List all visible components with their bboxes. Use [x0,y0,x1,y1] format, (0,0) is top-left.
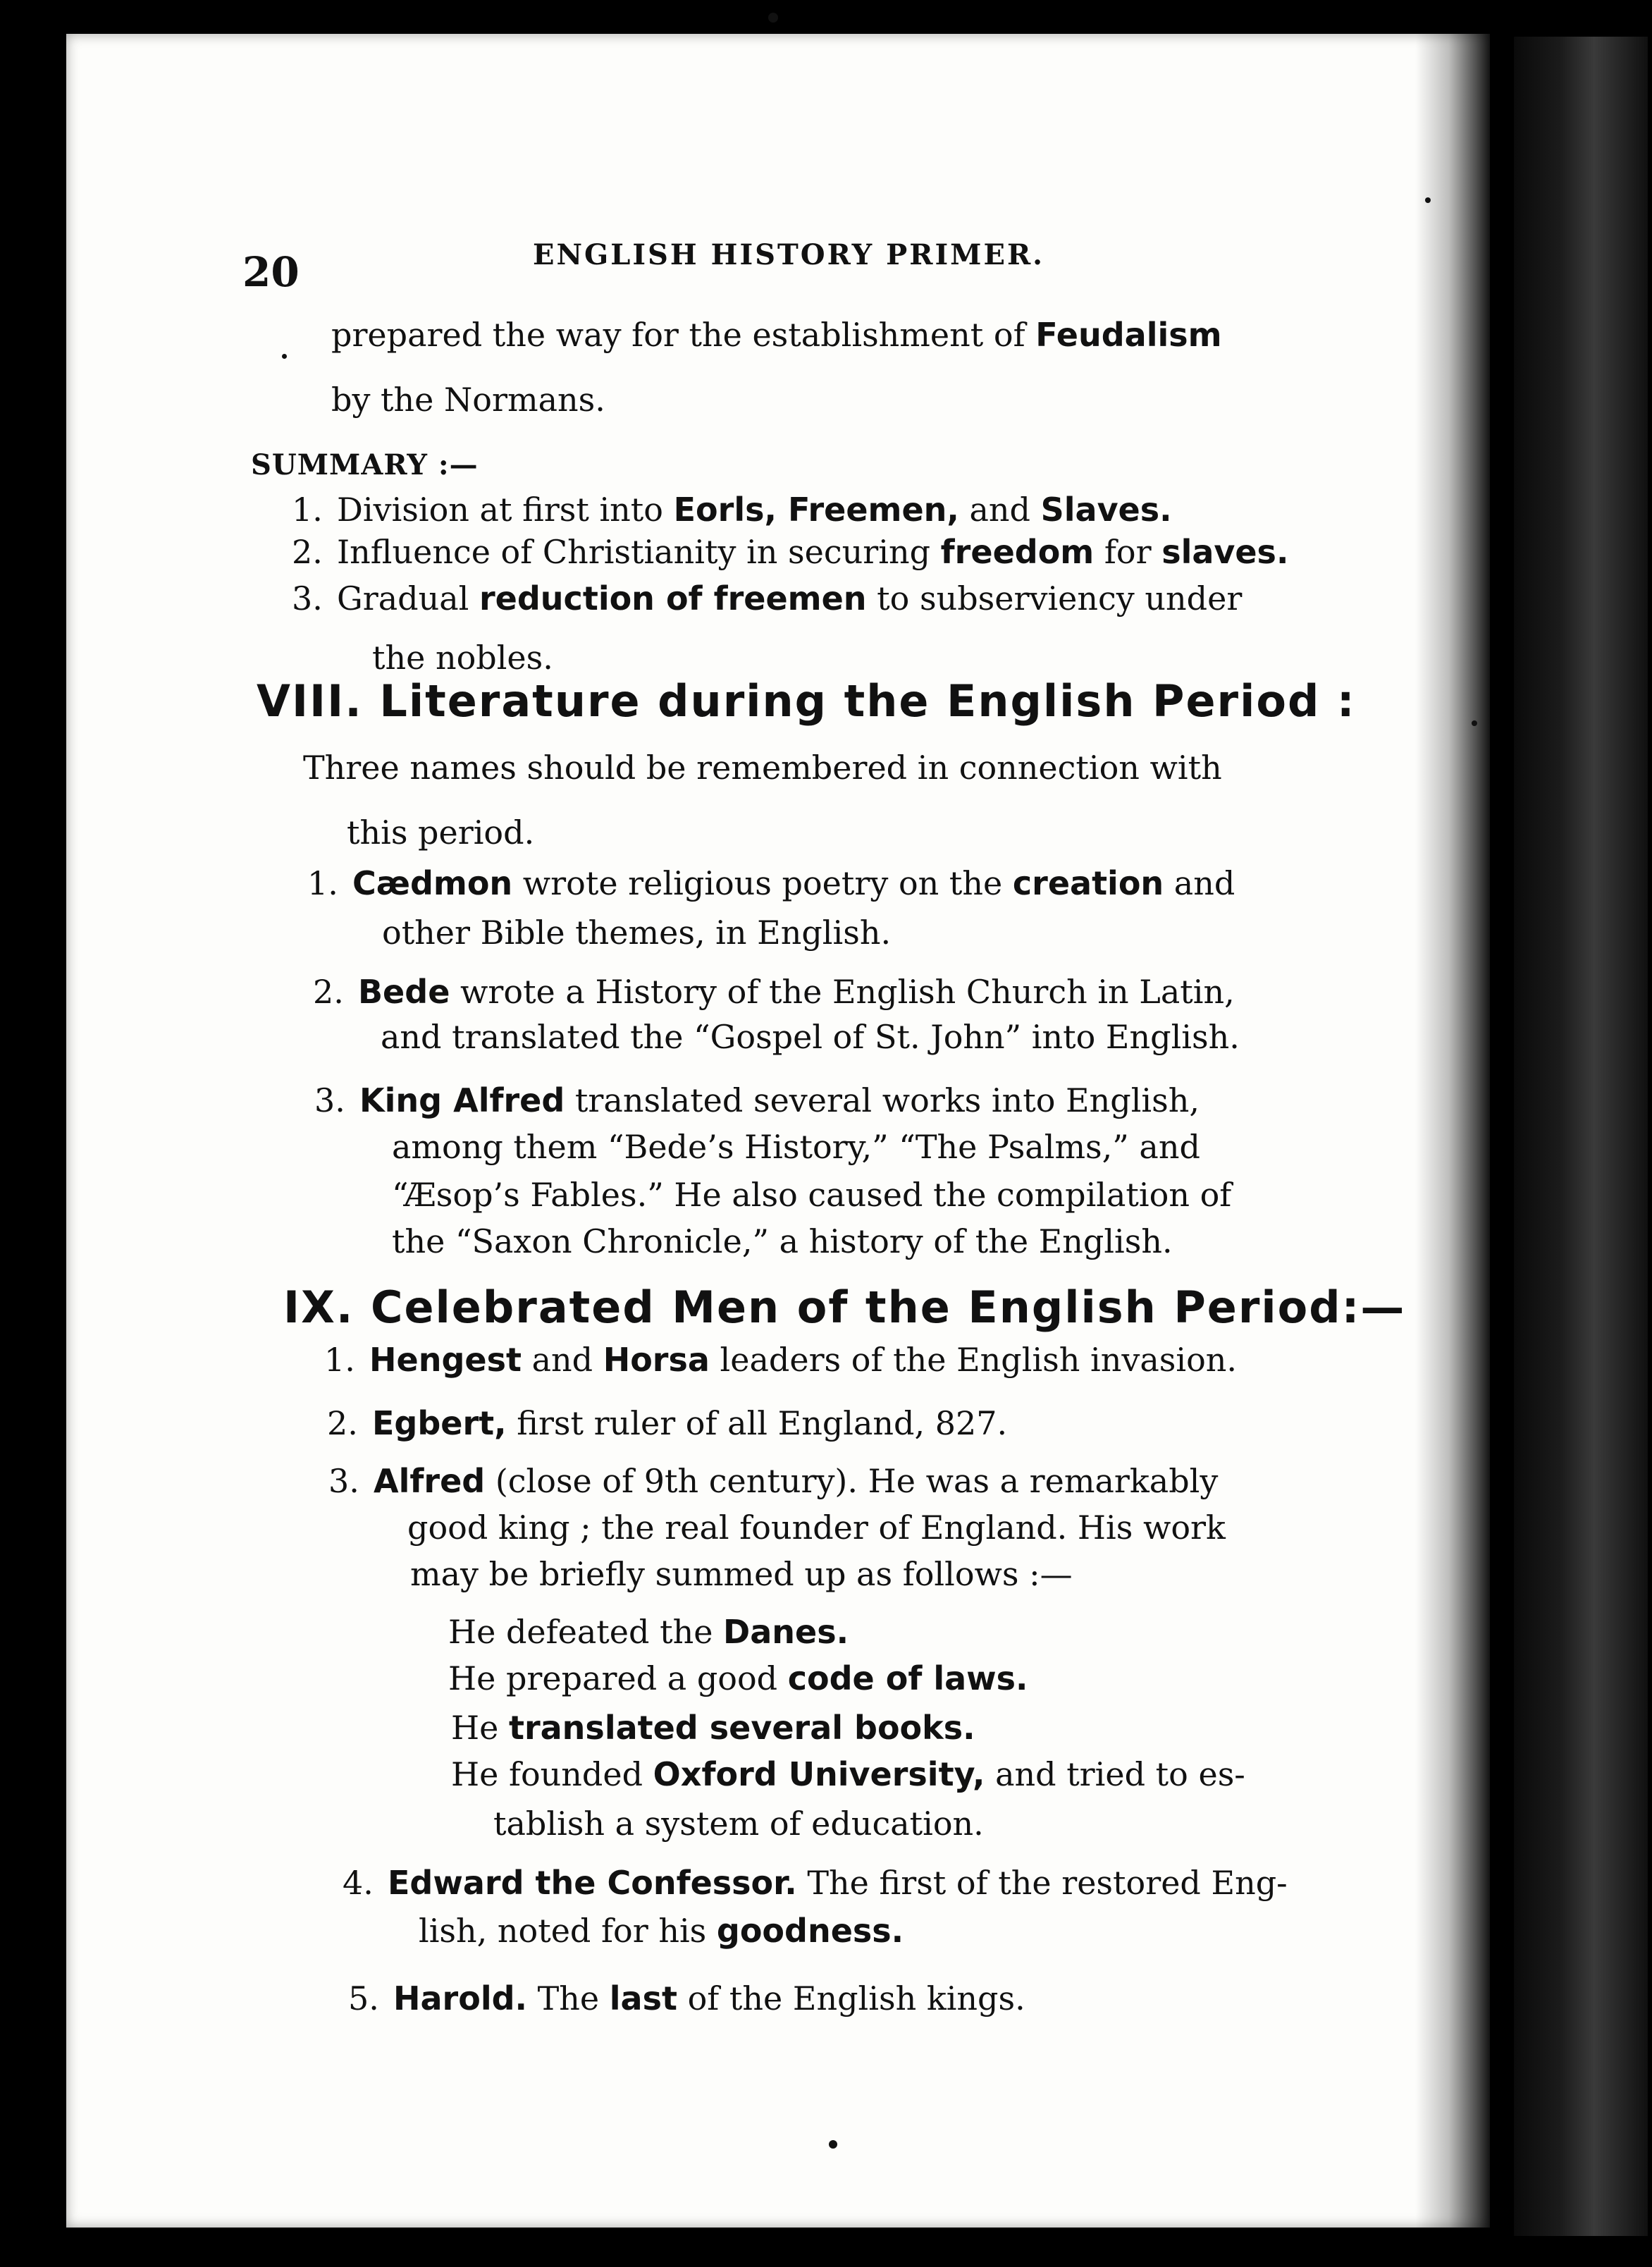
literature-item-3: 3. King Alfred translated several works into English, [314,1081,1200,1119]
term-feudalism: Feudalism [1035,316,1222,354]
page-edge-shadow [1415,34,1490,2228]
intro-line-1: prepared the way for the establishment of Feudalism [331,316,1222,354]
alfred-work-2: He prepared a good code of laws. [448,1659,1028,1697]
literature-item-2: 2. Bede wrote a History of the English Church in Latin, [313,973,1235,1011]
alfred-work-4-cont: tablish a system of education. [493,1805,984,1843]
speck [1425,197,1431,203]
running-head: ENGLISH HISTORY PRIMER. [533,238,1045,271]
summary-item-1: 1. Division at first into Eorls, Freemen, and Slaves. [292,491,1172,529]
celebrated-item-3-cont-2: may be briefly summed up as follows :— [410,1555,1073,1593]
speck [282,354,287,359]
speck [768,13,778,23]
alfred-work-3: He translated several books. [451,1709,975,1747]
section-heading-ix: IX. Celebrated Men of the English Period:— [283,1282,1406,1333]
summary-item-3-cont: the nobles. [372,639,553,677]
page-number: 20 [242,248,300,296]
celebrated-item-1: 1. Hengest and Horsa leaders of the English invasion. [324,1341,1238,1379]
section8-intro-2: this period. [347,813,535,852]
section-heading-viii: VIII. Literature during the English Period : [257,675,1356,727]
literature-item-2-cont: and translated the “Gospel of St. John” into English. [381,1018,1240,1056]
intro-line-2: by the Normans. [331,381,605,419]
literature-item-3-cont-1: among them “Bede’s History,” “The Psalms,” and [392,1128,1200,1166]
celebrated-item-3: 3. Alfred (close of 9th century). He was a remarkably [328,1462,1219,1500]
summary-item-2: 2. Influence of Christianity in securing freedom for slaves. [292,533,1289,571]
literature-item-3-cont-2: “Æsop’s Fables.” He also caused the compilation of [392,1176,1232,1214]
alfred-work-1: He defeated the Danes. [448,1613,849,1651]
celebrated-item-2: 2. Egbert, first ruler of all England, 827. [327,1404,1008,1442]
literature-item-1-cont: other Bible themes, in English. [382,914,892,952]
speck [829,2140,837,2149]
literature-item-1: 1. Cædmon wrote religious poetry on the creation and [307,864,1235,902]
section8-intro-1: Three names should be remembered in connection with [303,749,1222,787]
facing-page-edge [1514,37,1648,2236]
summary-item-3: 3. Gradual reduction of freemen to subserviency under [292,579,1243,618]
celebrated-item-3-cont-1: good king ; the real founder of England. His work [407,1509,1226,1547]
literature-item-3-cont-3: the “Saxon Chronicle,” a history of the English. [392,1222,1173,1260]
speck [1472,720,1477,726]
summary-label: SUMMARY :— [251,448,479,481]
celebrated-item-4: 4. Edward the Confessor. The first of the restored Eng- [343,1864,1288,1902]
celebrated-item-5: 5. Harold. The last of the English kings. [348,1979,1025,2017]
alfred-work-4: He founded Oxford University, and tried to es- [451,1755,1245,1793]
celebrated-item-4-cont: lish, noted for his goodness. [419,1912,904,1950]
